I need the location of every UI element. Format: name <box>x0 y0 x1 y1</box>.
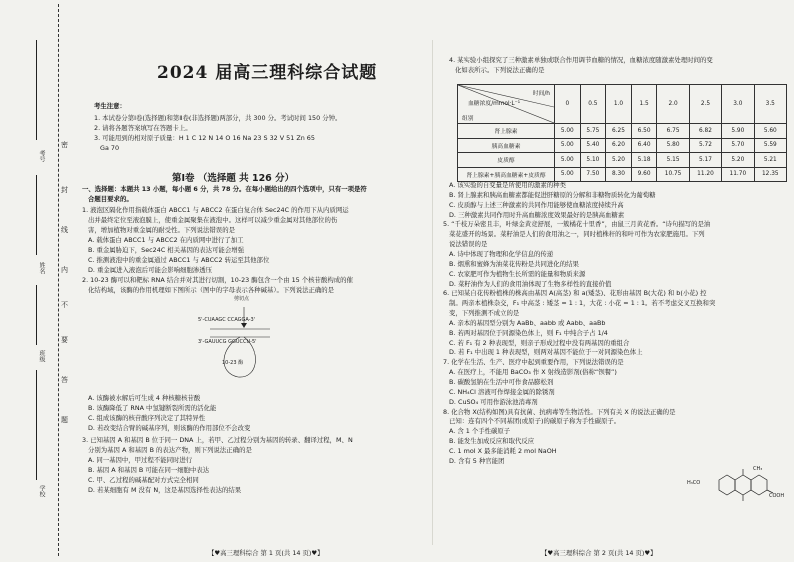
table-cell: 5.59 <box>754 138 786 153</box>
notes-line: 2. 请将各题答案填写在答题卡上。 <box>94 124 192 132</box>
table-cell: 12.35 <box>754 167 786 182</box>
table-cell: 8.30 <box>606 167 632 182</box>
section-intro: 合题目要求的。 <box>88 195 133 203</box>
hormone-table <box>457 84 787 182</box>
table-cell: 5.80 <box>657 138 689 153</box>
question-line: 6. 已知某自花传粉植株的株高由基因 A(高茎) 和 a(矮茎)、花形由基因 B(大花) 和 b(小花) 控 <box>443 289 707 298</box>
question-line: C. 农家肥可作为植物生长所需的能量和物质来源 <box>449 269 586 278</box>
question-line: D. 若 F₁ 中出现 1 种表现型，则两对基因不能位于一对同源染色体上 <box>449 348 643 357</box>
question-line: 分别为基因 A 和基因 B 的表达产物，则下列说法正确的是 <box>88 446 252 454</box>
xingming-line <box>36 175 37 255</box>
section-title: 第Ⅰ卷 （选择题 共 126 分） <box>172 173 295 184</box>
question-line: 1. 液泡区隔化作用指载体蛋白 ABCC1 与 ABCC2 在蛋白复合体 Sec24C 的作用下从内质网运 <box>82 206 349 214</box>
table-cell: 6.75 <box>657 124 689 139</box>
time-header: 2.0 <box>657 85 689 124</box>
table-cell: 5.21 <box>754 153 786 168</box>
right-page <box>443 0 788 562</box>
seal-char: 不 <box>61 301 68 309</box>
seal-char: 线 <box>61 226 68 234</box>
corner-time: 时间/h <box>532 91 550 97</box>
table-cell: 5.20 <box>606 153 632 168</box>
table-cell: 11.20 <box>689 167 721 182</box>
question-line: B. 若两对基因位于同源染色体上，则 F₁ 中纯合子占 1/4 <box>449 328 608 337</box>
table-row <box>458 124 787 139</box>
table-cell: 5.00 <box>555 167 581 182</box>
q4-stem: 4. 某实验小组探究了三种激素单独或联合作用调节血糖的情况，血糖浓度随激素处理时间的变 <box>449 56 713 64</box>
table-cell: 5.75 <box>580 124 606 139</box>
corner-conc: 血糖浓度/mmol·L⁻¹ <box>468 101 521 107</box>
question-line: D. CuSO₄ 可用作游泳池消毒剂 <box>449 397 538 406</box>
table-cell: 5.20 <box>722 153 754 168</box>
notes-line: Ga 70 <box>100 144 120 152</box>
table-cell: 5.17 <box>689 153 721 168</box>
question-line: B. 该酶降低了 RNA 中氢键断裂所需的活化能 <box>88 404 217 412</box>
molecule-figure <box>687 460 785 510</box>
question-line: B. 基因 A 和基因 B 可能在同一细胞中表达 <box>88 466 210 474</box>
binding-margin <box>0 0 70 562</box>
question-line: C. 皮质醇与上述三种激素的共同作用能够使血糖浓度持续升高 <box>449 200 624 209</box>
question-line: 变，下列推测不成立的是 <box>449 309 520 317</box>
table-cell: 11.70 <box>722 167 754 182</box>
footer-page1: 【♥高三理科综合 第 1 页(共 14 页)♥】 <box>208 549 324 557</box>
question-line: A. 在医疗上，不能用 BaCO₃ 作 X 射线造影剂(俗称“钡餐”) <box>449 368 617 377</box>
table-cell: 9.60 <box>631 167 657 182</box>
time-header: 2.5 <box>689 85 721 124</box>
seal-char: 要 <box>61 336 68 344</box>
time-header: 0.5 <box>580 85 606 124</box>
notes-line: 1. 本试卷分第Ⅰ卷(选择题)和第Ⅱ卷(非选择题)两部分，共 300 分。考试时间 150 分钟。 <box>94 114 342 122</box>
xuexiao-line <box>36 370 37 480</box>
question-line: C. 甲、乙过程的碱基配对方式完全相同 <box>88 476 199 484</box>
time-header: 1.0 <box>606 85 632 124</box>
seal-char: 内 <box>61 266 68 274</box>
table-cell: 5.60 <box>754 124 786 139</box>
cut-site-label: 剪切点 <box>234 296 250 302</box>
time-header: 3.0 <box>722 85 754 124</box>
row-group-name: 皮质醇 <box>458 153 555 168</box>
seal-char: 封 <box>61 186 68 194</box>
q4-stem: 化如表所示。下列说法正确的是 <box>455 66 545 74</box>
question-line: A. 含 1 个手性碳原子 <box>449 427 511 436</box>
table-cell: 5.00 <box>555 153 581 168</box>
question-line: D. 三种激素共同作用时升高血糖浓度效果最好的是胰高血糖素 <box>449 210 625 219</box>
question-line: 8. 化合物 X(结构如图)具有抗菌、抗病毒等生物活性。下列有关 X 的说法正确的是 <box>443 407 676 416</box>
question-line: 害，增加植物对重金属的耐受性。下列说法错误的是 <box>88 226 235 234</box>
label-xuexiao: 学校 <box>38 485 45 497</box>
question-line: C. 若 F₁ 有 2 种表现型，则亲子形成过程中没有两基因的重组合 <box>449 338 630 347</box>
question-line: D. 菜籽油作为人们的食用油体现了生物多样性的直接价值 <box>449 279 612 288</box>
corner-group: 组别 <box>462 116 474 122</box>
row-group-name: 肾上腺素+胰高血糖素+皮质醇 <box>458 167 555 182</box>
table-cell: 6.40 <box>631 138 657 153</box>
question-line: B. 能发生加成反应和取代反应 <box>449 437 535 446</box>
question-line: A. 该酶被水解后可生成 4 种核糖核苷酸 <box>88 394 201 402</box>
question-line: C. 推测液泡中的重金属通过 ABCC1 与 ABCC2 转运至其他部位 <box>88 256 270 264</box>
question-line: A. 该实验的自变量是所使用的激素的种类 <box>449 181 566 189</box>
label-kaohao: 考号 <box>38 150 45 162</box>
table-cell: 6.20 <box>606 138 632 153</box>
table-cell: 5.00 <box>555 138 581 153</box>
row-group-name: 肾上腺素 <box>458 124 555 139</box>
row-group-name: 胰高血糖素 <box>458 138 555 153</box>
question-line: 7. 化学在生活、生产、医疗中起到重要作用，下列说法错误的是 <box>443 358 624 367</box>
question-line: B. 碳酸氢钠在生活中可作食品膨松剂 <box>449 378 554 386</box>
kaohao-line <box>36 40 37 140</box>
question-line: 制。两亲本植株杂交，F₁ 中高茎 : 矮茎 = 1 : 1，大花 : 小花 = 1 : 1。若不考虑交叉互换和突 <box>449 299 716 308</box>
time-header: 1.5 <box>631 85 657 124</box>
table-cell: 5.18 <box>631 153 657 168</box>
footer-page2: 【♥高三理科综合 第 2 页(共 14 页)♥】 <box>541 549 657 557</box>
table-cell: 6.82 <box>689 124 721 139</box>
time-header: 0 <box>555 85 581 124</box>
time-header: 3.5 <box>754 85 786 124</box>
mol-label-left: H₃CO <box>687 480 701 486</box>
table-cell: 5.90 <box>722 124 754 139</box>
notes-line: 3. 可能用到的相对原子质量：H 1 C 12 N 14 O 16 Na 23 S 32 V 51 Zn 65 <box>94 134 315 142</box>
question-line: 菜花盛开的场景。菜籽油是人们的食用油之一，同时植株秆的和叶可作为农家肥施用。下列 <box>449 230 705 239</box>
seal-char: 密 <box>61 141 68 149</box>
exam-title: 2024 届高三理科综合试题 <box>157 63 378 83</box>
question-line: 2. 10-23 酶可以和靶标 RNA 结合并对其进行切割，10-23 酶包含一个由 15 个核苷酸构成的催 <box>82 276 353 284</box>
table-cell: 6.50 <box>631 124 657 139</box>
label-banji: 班级 <box>38 350 45 362</box>
question-line: 化结构域，该酶的作用机理如下图所示（图中的字母表示各种碱基）。下列说法正确的是 <box>88 286 335 294</box>
seal-char: 题 <box>61 416 68 424</box>
rna-seq-bot: 3'-GAUUCG GGUCCU-5' <box>198 339 257 345</box>
label-xingming: 姓名 <box>38 262 45 274</box>
question-line: B. 肾上腺素和胰高血糖素都能促进肝糖原的分解和非糖物质转化为葡萄糖 <box>449 190 656 199</box>
question-line: B. 重金属胁迫下，Sec24C 相关基因的表达可能会增强 <box>88 246 244 254</box>
table-row <box>458 167 787 182</box>
question-line: D. 若改变结合臂的碱基序列，则该酶的作用部位不会改变 <box>88 424 251 432</box>
question-line: 说法错误的是 <box>449 240 488 249</box>
banji-line <box>36 285 37 345</box>
table-cell: 5.00 <box>555 124 581 139</box>
table-body <box>458 124 787 182</box>
mol-label-right: COOH <box>769 493 785 499</box>
question-line: A. 诗中体现了物理和化学信息的传递 <box>449 249 554 258</box>
molecule-structure <box>705 460 785 510</box>
table-row <box>458 153 787 168</box>
mol-label-top: CH₃ <box>753 466 763 472</box>
rna-figure <box>200 293 278 385</box>
page-divider <box>432 40 433 545</box>
question-line: B. 烟熏和蜜蜂为油菜花传粉是共同进化的结果 <box>449 259 579 268</box>
left-page <box>82 0 427 562</box>
question-line: C. NH₄Cl 溶液可作焊接金属的除锈剂 <box>449 387 555 396</box>
enzyme-label: 10-23 酶 <box>222 360 244 366</box>
question-line: 3. 已知基因 A 和基因 B 位于同一 DNA 上，若甲、乙过程分别为基因的转录、翻译过程，M、N <box>82 436 353 444</box>
table-cell: 10.75 <box>657 167 689 182</box>
table-corner <box>458 85 555 124</box>
question-line: D. 重金属进入液泡后可能会影响细胞渗透压 <box>88 266 213 274</box>
notes-heading: 考生注意： <box>94 102 126 110</box>
table-cell: 5.72 <box>689 138 721 153</box>
question-line: D. 含有 5 种官能团 <box>449 456 505 465</box>
question-line: D. 若某细胞有 M 没有 N，这是基因选择性表达的结果 <box>88 486 242 494</box>
rna-seq-top: 5'-CUAAGC CCAGGA-3' <box>198 317 256 323</box>
table-cell: 5.70 <box>722 138 754 153</box>
section-intro: 一、选择题：本题共 13 小题，每小题 6 分，共 78 分。在每小题给出的四个选项中，只有一项是符 <box>82 185 367 193</box>
question-line: A. 亲本的基因型分别为 AaBb、aabb 或 Aabb、aaBb <box>449 318 606 327</box>
table-cell: 6.25 <box>606 124 632 139</box>
table-cell: 7.50 <box>580 167 606 182</box>
table-cell: 5.10 <box>580 153 606 168</box>
question-line: A. 同一基因中，甲过程不能同时进行 <box>88 456 193 464</box>
question-line: 5. “千枝万朵密且丰，叶绿金黄竞舒展，一簇橘花十里香”，由鼠三月黄花香。“诗句描写的是油 <box>443 220 711 229</box>
table-cell: 5.15 <box>657 153 689 168</box>
cut-line <box>58 4 59 556</box>
table-cell: 5.40 <box>580 138 606 153</box>
question-line: A. 载体蛋白 ABCC1 与 ABCC2 在内质网中进行了加工 <box>88 236 244 244</box>
question-line: C. 1 mol X 最多能消耗 2 mol NaOH <box>449 446 557 455</box>
question-line: 已知：连有四个不同基团(或原子)的碳原子称为手性碳原子。 <box>449 417 621 426</box>
seal-char: 答 <box>61 376 68 384</box>
question-line: 出并最终定位至液泡膜上，使重金属聚集在液泡中。这样可以减少重金属对其他部位的伤 <box>88 216 338 224</box>
table-row <box>458 138 787 153</box>
question-line: C. 组成该酶的核苷酸序列决定了其特异性 <box>88 414 206 422</box>
